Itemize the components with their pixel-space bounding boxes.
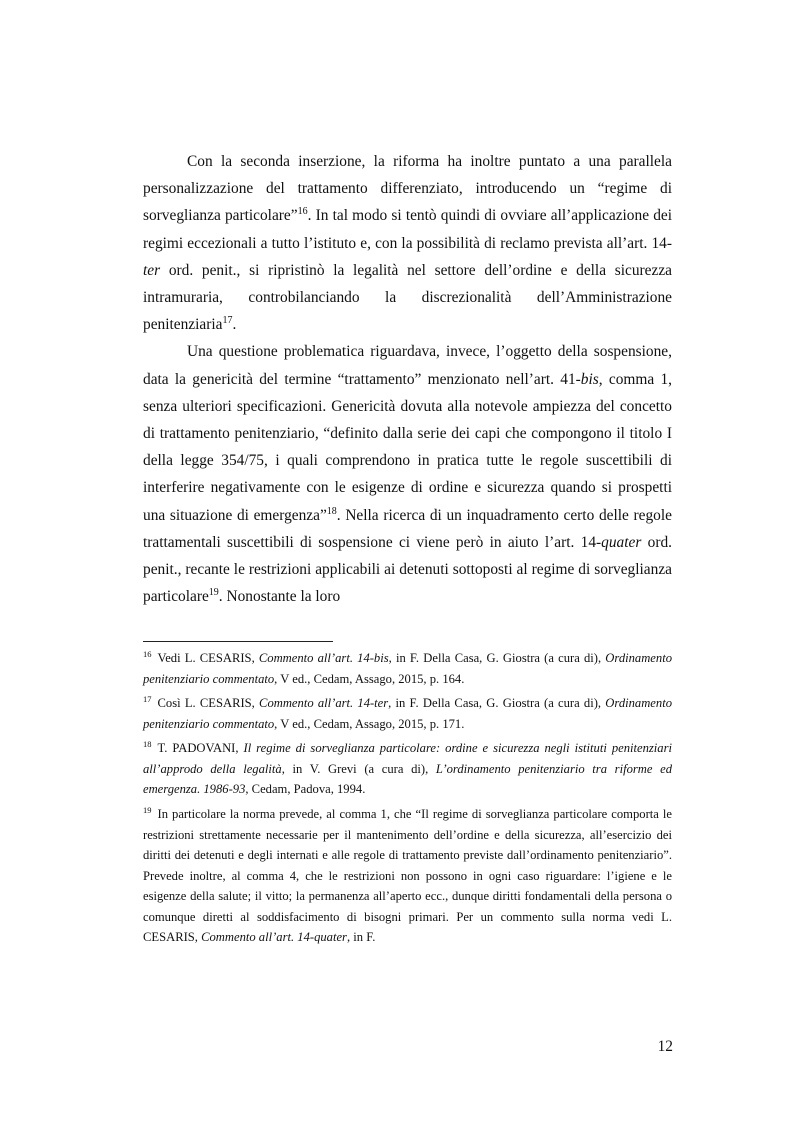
footnote-number: 18	[143, 739, 152, 750]
body-text	[143, 148, 672, 610]
text-run: Vedi L. CESARIS,	[157, 651, 259, 665]
footnote-ref-16[interactable]: 16	[297, 206, 308, 218]
text-run: Con la seconda inserzione, la riforma ha inoltre puntato a una parallela personalizzazione del trattamento differenziato, introducendo un “regime di sorveglianza particolare”	[143, 153, 672, 225]
text-run: T. PADOVANI,	[157, 741, 244, 756]
italic-run: Il regime di sorveglianza particolare: ordine e sicurezza negli istituti penitenziari all’approdo della legalità	[143, 741, 672, 776]
paragraph-1	[143, 148, 672, 338]
italic-run: Commento all’art. 14-ter	[259, 696, 389, 711]
italic-run: L’ordinamento penitenziario tra riforme ed emergenza. 1986-93	[143, 761, 672, 797]
text-run: In particolare la norma prevede, al comma 1, che “Il regime di sorveglianza particolare comporta le restrizioni strettamente necessarie per il mantenimento dell’ordine e della sicurezza, all’esercizio dei diritti dei detenuti e degli internati e alle regole di trattamento previste dall’ordinamento penitenziario”. Prevede inoltre, al comma 4, che le restrizioni non possono in ogni caso riguardare: l’igiene e le esigenze della salute; il vitto; la permanenza all’aperto ecc., dunque diritti fondamentali della persona o comunque diretti al soddisfacimento di bisogni primari. Per un commento sulla norma vedi L. CESARIS,	[143, 807, 672, 945]
footnotes	[143, 648, 672, 952]
footnote-18	[143, 738, 672, 800]
text-run: Così L. CESARIS,	[157, 696, 260, 711]
italic-run: Commento all’art. 14-quater	[201, 930, 347, 945]
italic-run: Commento all’art. 14-bis	[258, 651, 389, 665]
text-run: ord. penit., recante le restrizioni applicabili ai detenuti sottoposti al regime di sorveglianza particolare	[143, 533, 672, 606]
text-run: , comma 1, senza ulteriori specificazioni. Genericità dovuta alla notevole ampiezza del concetto di trattamento penitenziario, “definito dalla serie dei capi che compongono il titolo I della legge 354/75, i quali comprendono in pratica tutte le regole suscettibili di interferire negativamente con le esigenze di ordine e sicurezza quando si prospetti una situazione di emergenza”	[143, 370, 672, 524]
text-run: , in F. Della Casa, G. Giostra (a cura di),	[388, 651, 606, 665]
footnote-separator	[143, 641, 333, 642]
text-run: , in F. Della Casa, G. Giostra (a cura di),	[388, 696, 606, 711]
footnote-number: 19	[143, 804, 152, 815]
italic-run: Ordinamento penitenziario commentato	[143, 651, 672, 686]
footnote-17	[143, 693, 672, 734]
footnote-19	[143, 804, 672, 948]
footnote-number: 17	[143, 694, 152, 704]
text-run: . Nonostante la loro	[218, 588, 341, 606]
text-run: . In tal modo si tentò quindi di ovviare all’applicazione dei regimi eccezionali a tutto l’istituto e, con la possibilità di reclamo prevista all’art. 14-	[143, 207, 672, 252]
text-run: , V ed., Cedam, Assago, 2015, p. 164.	[274, 671, 465, 686]
text-run: , in F.	[346, 930, 376, 945]
footnote-16	[143, 648, 672, 689]
footnote-ref-18[interactable]: 18	[326, 505, 337, 517]
italic-run: Ordinamento penitenziario commentato	[143, 696, 672, 731]
page-number: 12	[657, 1038, 673, 1055]
text-run: ord. penit., si ripristinò la legalità nel settore dell’ordine e della sicurezza intramuraria, controbilanciando la discrezionalità dell’Amministrazione penitenziaria	[143, 261, 672, 334]
italic-run: ter	[143, 261, 161, 279]
text-run: . Nella ricerca di un inquadramento certo delle regole trattamentali suscettibili di sospensione ci viene però in aiuto l’art. 14-	[143, 506, 672, 551]
footnote-ref-17[interactable]: 17	[222, 315, 233, 327]
text-run: Una questione problematica riguardava, invece, l’oggetto della sospensione, data la genericità del termine “trattamento” menzionato nell’art. 41-	[143, 343, 672, 388]
text-run: , in V. Grevi (a cura di),	[281, 761, 436, 776]
text-run: , Cedam, Padova, 1994.	[245, 782, 366, 797]
footnote-number: 16	[143, 648, 152, 659]
italic-run: bis	[580, 370, 599, 388]
text-run: , V ed., Cedam, Assago, 2015, p. 171.	[274, 716, 465, 731]
paragraph-2	[143, 338, 672, 610]
italic-run: quater	[601, 533, 642, 551]
text-run: .	[232, 316, 237, 334]
footnote-ref-19[interactable]: 19	[208, 587, 219, 599]
